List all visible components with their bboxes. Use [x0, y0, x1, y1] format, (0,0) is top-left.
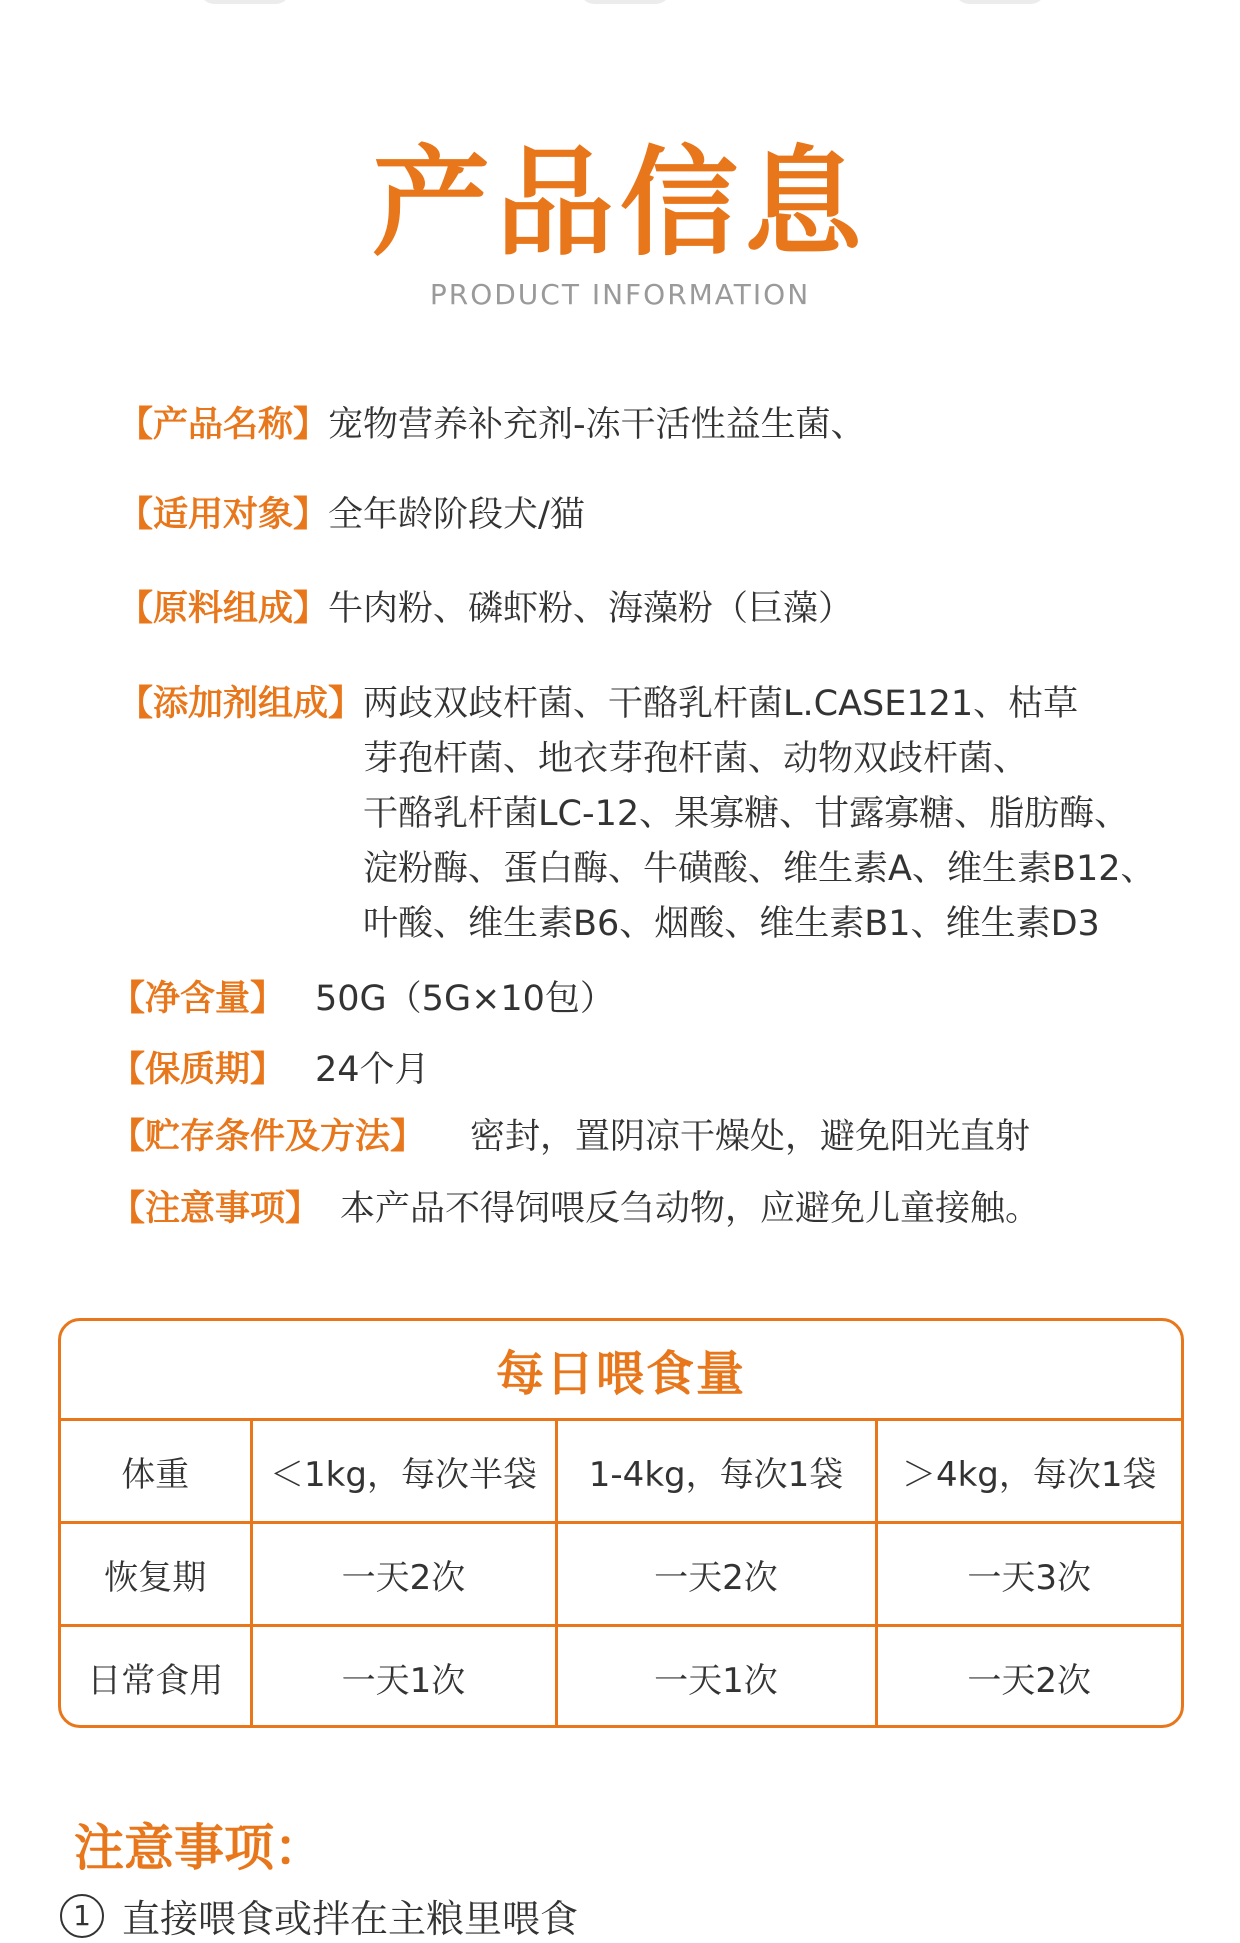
info-label: 【净含量】	[110, 979, 286, 1019]
info-row-target	[118, 488, 585, 543]
table-row	[61, 1626, 1181, 1728]
info-label: 【注意事项】	[110, 1189, 321, 1229]
info-row-ingredients	[118, 582, 853, 637]
info-value: 50G（5G×10包）	[315, 979, 615, 1019]
page-title: 产品信息	[371, 134, 868, 272]
feeding-table	[61, 1421, 1181, 1727]
info-value: 密封，置阴凉干燥处，避免阳光直射	[470, 1117, 1031, 1157]
info-row-shelf	[110, 1043, 430, 1098]
table-cell: 一天1次	[556, 1626, 876, 1728]
top-decoration	[0, 0, 1240, 12]
notes-title: 注意事项：	[74, 1819, 324, 1877]
info-value: 牛肉粉、磷虾粉、海藻粉（巨藻）	[328, 589, 854, 629]
table-cell: 一天2次	[251, 1523, 556, 1626]
table-row	[61, 1523, 1181, 1626]
feeding-table-box	[58, 1318, 1184, 1728]
info-value-line: 淀粉酶、蛋白酶、牛磺酸、维生素A、维生素B12、	[363, 849, 1156, 889]
info-label: 【添加剂组成】	[118, 684, 364, 724]
info-label: 【贮存条件及方法】	[110, 1117, 426, 1157]
info-value-line: 干酪乳杆菌LC-12、果寡糖、甘露寡糖、脂肪酶、	[363, 794, 1130, 834]
table-cell: 体重	[61, 1421, 251, 1523]
info-row-storage	[110, 1110, 1030, 1165]
circled-number: 1	[60, 1894, 104, 1938]
table-cell: 一天2次	[556, 1523, 876, 1626]
info-row-net	[110, 972, 615, 1027]
info-row-name	[118, 398, 866, 453]
table-row	[61, 1421, 1181, 1523]
table-cell: 一天1次	[251, 1626, 556, 1728]
info-value: 全年龄阶段犬/猫	[328, 495, 585, 535]
table-cell: 一天2次	[967, 1660, 1092, 1701]
page-subtitle: PRODUCT INFORMATION	[429, 278, 811, 311]
top-arc	[580, 0, 670, 4]
feeding-title: 每日喂食量	[61, 1321, 1181, 1421]
table-cell: 日常食用	[61, 1626, 251, 1728]
top-arc	[955, 0, 1045, 4]
info-value: 24个月	[315, 1050, 430, 1090]
info-row-caution	[110, 1182, 1040, 1237]
table-cell: 一天3次	[876, 1523, 1181, 1626]
top-arc	[200, 0, 290, 4]
info-value-line: 芽孢杆菌、地衣芽孢杆菌、动物双歧杆菌、	[363, 739, 1029, 779]
info-label: 【适用对象】	[118, 495, 329, 535]
info-value: 本产品不得饲喂反刍动物，应避免儿童接触。	[340, 1189, 1041, 1229]
table-cell: 恢复期	[61, 1523, 251, 1626]
table-cell: 1-4kg，每次1袋	[556, 1421, 876, 1523]
info-value-line: 叶酸、维生素B6、烟酸、维生素B1、维生素D3	[363, 904, 1100, 944]
info-value-multiline	[363, 677, 1156, 952]
table-cell: ＞4kg，每次1袋	[876, 1421, 1181, 1523]
info-value-line: 两歧双歧杆菌、干酪乳杆菌L.CASE121、枯草	[363, 684, 1079, 724]
info-label: 【保质期】	[110, 1050, 286, 1090]
info-label: 【产品名称】	[118, 405, 329, 445]
table-cell: ＜1kg，每次半袋	[251, 1421, 556, 1523]
notes-item-text: 直接喂食或拌在主粮里喂食	[122, 1897, 579, 1941]
info-row-additives	[118, 677, 1156, 952]
info-value: 宠物营养补充剂-冻干活性益生菌、	[328, 405, 866, 445]
info-label: 【原料组成】	[118, 589, 329, 629]
notes-item	[60, 1888, 578, 1943]
